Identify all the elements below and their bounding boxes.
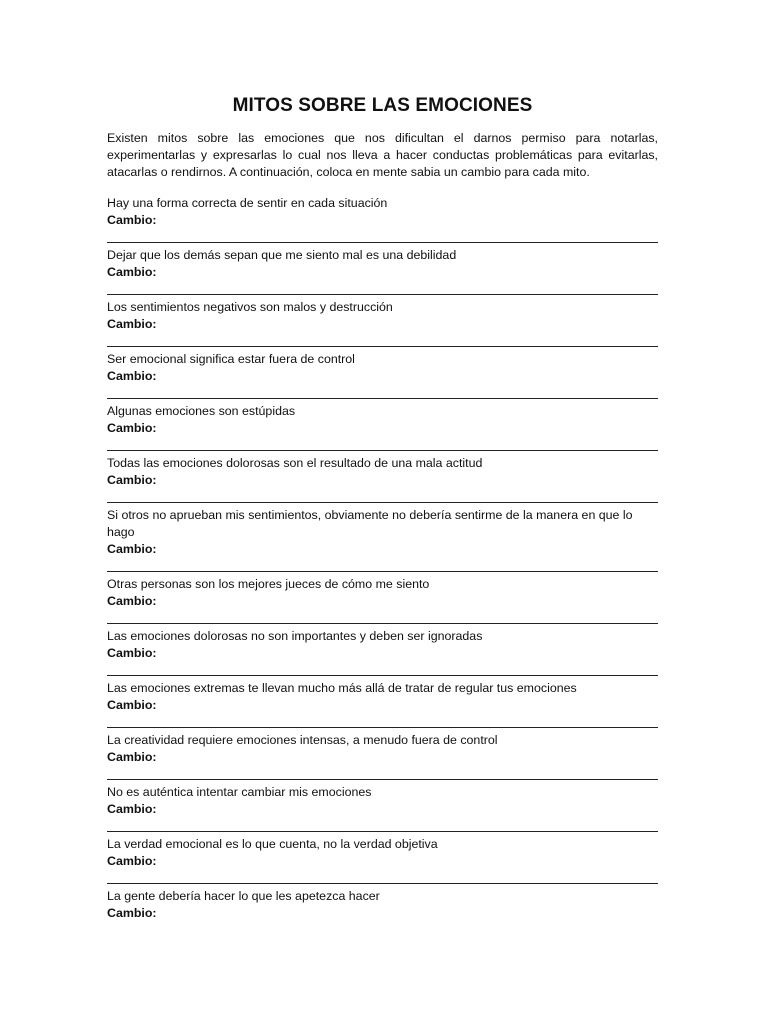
answer-line	[107, 831, 658, 832]
intro-paragraph: Existen mitos sobre las emociones que nos dificultan el darnos permiso para notarlas, experimentarlas y expresarlas lo cual nos lleva a hacer conductas problemáticas para evitarlas, atacarlas o rendirnos. A continuación, coloca en mente sabia un cambio para cada mito.	[107, 131, 658, 179]
answer-space[interactable]	[107, 385, 658, 402]
answer-space[interactable]	[107, 558, 658, 575]
myth-text: La creatividad requiere emociones intensas, a menudo fuera de control	[107, 733, 498, 747]
answer-space[interactable]	[107, 714, 658, 731]
cambio-label: Cambio:	[107, 906, 157, 920]
myth-text: La gente debería hacer lo que les apetezca hacer	[107, 889, 380, 903]
cambio-label: Cambio:	[107, 369, 157, 383]
page-title: MITOS SOBRE LAS EMOCIONES	[232, 95, 533, 116]
cambio-label: Cambio:	[107, 542, 157, 556]
cambio-label: Cambio:	[107, 698, 157, 712]
myth-text: La verdad emocional es lo que cuenta, no la verdad objetiva	[107, 837, 438, 851]
myth-item	[107, 888, 658, 922]
myth-item	[107, 576, 658, 624]
myth-text: Las emociones dolorosas no son importantes y deben ser ignoradas	[107, 629, 483, 643]
answer-space[interactable]	[107, 870, 658, 887]
answer-line	[107, 779, 658, 780]
myth-item	[107, 403, 658, 451]
myth-item	[107, 351, 658, 399]
answer-line	[107, 571, 658, 572]
cambio-label: Cambio:	[107, 317, 157, 331]
answer-space[interactable]	[107, 229, 658, 246]
myth-item	[107, 628, 658, 676]
cambio-label: Cambio:	[107, 594, 157, 608]
answer-line	[107, 450, 658, 451]
answer-line	[107, 346, 658, 347]
cambio-label: Cambio:	[107, 854, 157, 868]
answer-line	[107, 675, 658, 676]
answer-space[interactable]	[107, 281, 658, 298]
myth-text: Si otros no aprueban mis sentimientos, obviamente no debería sentirme de la manera en que lo hago	[107, 508, 633, 539]
answer-line	[107, 242, 658, 243]
answer-space[interactable]	[107, 610, 658, 627]
myth-item	[107, 299, 658, 347]
cambio-label: Cambio:	[107, 421, 157, 435]
myths-list	[107, 195, 658, 922]
answer-space[interactable]	[107, 766, 658, 783]
answer-line	[107, 883, 658, 884]
answer-space[interactable]	[107, 333, 658, 350]
answer-line	[107, 294, 658, 295]
answer-line	[107, 398, 658, 399]
myth-text: Las emociones extremas te llevan mucho más allá de tratar de regular tus emociones	[107, 681, 577, 695]
answer-space[interactable]	[107, 662, 658, 679]
cambio-label: Cambio:	[107, 473, 157, 487]
answer-line	[107, 502, 658, 503]
myth-text: Hay una forma correcta de sentir en cada situación	[107, 196, 388, 210]
myth-item	[107, 732, 658, 780]
myth-item	[107, 195, 658, 243]
answer-space[interactable]	[107, 489, 658, 506]
myth-text: Los sentimientos negativos son malos y destrucción	[107, 300, 393, 314]
myth-text: No es auténtica intentar cambiar mis emociones	[107, 785, 372, 799]
myth-text: Todas las emociones dolorosas son el resultado de una mala actitud	[107, 456, 483, 470]
cambio-label: Cambio:	[107, 750, 157, 764]
answer-space[interactable]	[107, 818, 658, 835]
myth-text: Algunas emociones son estúpidas	[107, 404, 296, 418]
cambio-label: Cambio:	[107, 213, 157, 227]
myth-text: Otras personas son los mejores jueces de cómo me siento	[107, 577, 430, 591]
myth-item	[107, 507, 658, 572]
myth-item	[107, 680, 658, 728]
answer-space[interactable]	[107, 437, 658, 454]
cambio-label: Cambio:	[107, 265, 157, 279]
answer-line	[107, 727, 658, 728]
cambio-label: Cambio:	[107, 802, 157, 816]
myth-item	[107, 455, 658, 503]
myth-item	[107, 247, 658, 295]
cambio-label: Cambio:	[107, 646, 157, 660]
myth-text: Ser emocional significa estar fuera de control	[107, 352, 355, 366]
myth-text: Dejar que los demás sepan que me siento mal es una debilidad	[107, 248, 457, 262]
answer-line	[107, 623, 658, 624]
myth-item	[107, 836, 658, 884]
myth-item	[107, 784, 658, 832]
